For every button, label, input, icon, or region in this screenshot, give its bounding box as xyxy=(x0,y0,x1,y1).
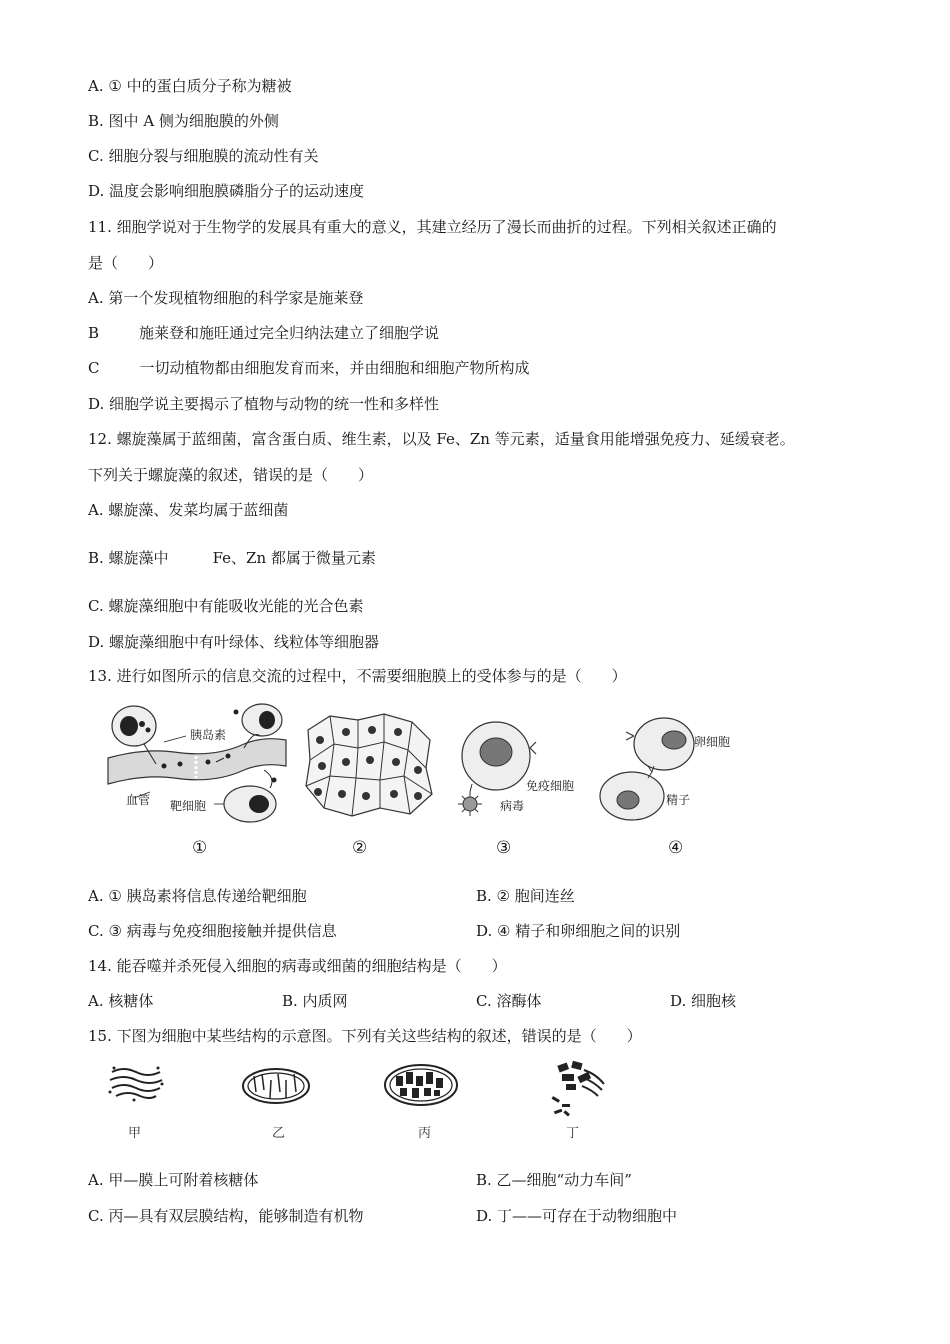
q15-option-c: C. 丙—具有双层膜结构，能够制造有机物 xyxy=(88,1207,364,1225)
q11-option-c-text: 一切动植物都由细胞发育而来，并由细胞和细胞产物所构成 xyxy=(139,359,530,377)
q13-label-target: 靶细胞 xyxy=(170,799,207,813)
q11-option-a: A. 第一个发现植物细胞的科学家是施莱登 xyxy=(88,289,364,307)
q13-figure-3 xyxy=(456,712,596,816)
q11-option-b xyxy=(88,323,439,343)
q13-label-virus: 病毒 xyxy=(500,799,525,813)
q15-option-a: A. 甲—膜上可附着核糖体 xyxy=(88,1171,259,1189)
q15-label-bing: 丙 xyxy=(418,1126,432,1141)
q12-option-b-part1: B. 螺旋藻中 xyxy=(88,549,169,567)
q14-option-c: C. 溶酶体 xyxy=(476,992,542,1010)
q10-option-a: A. ① 中的蛋白质分子称为糖被 xyxy=(88,77,292,95)
q11-option-b-text: 施莱登和施旺通过完全归纳法建立了细胞学说 xyxy=(139,324,440,342)
q15-label-ding: 丁 xyxy=(566,1126,580,1141)
q13-option-c: C. ③ 病毒与免疫细胞接触并提供信息 xyxy=(88,922,337,940)
q13-label-insulin: 胰岛素 xyxy=(190,728,227,742)
q13-option-b: B. ② 胞间连丝 xyxy=(476,887,575,905)
q13-label-egg: 卵细胞 xyxy=(694,735,731,749)
q11-stem-line2: 是（ ） xyxy=(88,254,164,272)
q13-stem: 13. 进行如图所示的信息交流的过程中，不需要细胞膜上的受体参与的是（ ） xyxy=(88,667,627,685)
q13-figure-4 xyxy=(596,708,756,824)
q15-label-yi: 乙 xyxy=(272,1126,286,1141)
q14-option-b: B. 内质网 xyxy=(282,992,348,1010)
q10-option-b: B. 图中 A 侧为细胞膜的外侧 xyxy=(88,112,279,130)
q11-option-d: D. 细胞学说主要揭示了植物与动物的统一性和多样性 xyxy=(88,395,440,413)
q13-fig-num-3: ③ xyxy=(496,838,512,858)
q14-option-d: D. 细胞核 xyxy=(670,992,737,1010)
q11-stem-line1: 11. 细胞学说对于生物学的发展具有重大的意义，其建立经历了漫长而曲折的过程。下列相关叙述正确的 xyxy=(88,218,777,236)
q10-option-c: C. 细胞分裂与细胞膜的流动性有关 xyxy=(88,147,319,165)
q12-option-a: A. 螺旋藻、发菜均属于蓝细菌 xyxy=(88,501,289,519)
q15-figure-jia-er xyxy=(106,1064,166,1104)
q12-option-b xyxy=(88,548,376,568)
q15-figure-bing-chloroplast xyxy=(382,1062,460,1108)
q15-option-b: B. 乙—细胞“动力车间” xyxy=(476,1171,632,1189)
q12-option-c: C. 螺旋藻细胞中有能吸收光能的光合色素 xyxy=(88,597,364,615)
q13-figure-1 xyxy=(104,700,294,826)
q13-option-d: D. ④ 精子和卵细胞之间的识别 xyxy=(476,922,681,940)
q12-stem-line2: 下列关于螺旋藻的叙述，错误的是（ ） xyxy=(88,466,374,484)
q13-label-immune: 免疫细胞 xyxy=(526,779,575,793)
q15-stem: 15. 下图为细胞中某些结构的示意图。下列有关这些结构的叙述，错误的是（ ） xyxy=(88,1027,642,1045)
q13-fig-num-2: ② xyxy=(352,838,368,858)
q13-label-vessel: 血管 xyxy=(126,793,151,807)
q15-option-d: D. 丁——可存在于动物细胞中 xyxy=(476,1207,678,1225)
q13-fig-num-4: ④ xyxy=(668,838,684,858)
q12-option-b-part2: Fe、Zn 都属于微量元素 xyxy=(212,549,376,567)
q11-option-c-letter: C xyxy=(88,359,100,377)
q11-option-b-letter: B xyxy=(88,324,100,342)
q10-option-d: D. 温度会影响细胞膜磷脂分子的运动速度 xyxy=(88,182,365,200)
q14-stem: 14. 能吞噬并杀死侵入细胞的病毒或细菌的细胞结构是（ ） xyxy=(88,957,507,975)
q14-option-a: A. 核糖体 xyxy=(88,992,154,1010)
q13-option-a: A. ① 胰岛素将信息传递给靶细胞 xyxy=(88,887,307,905)
q13-fig-num-1: ① xyxy=(192,838,208,858)
q12-stem-line1: 12. 螺旋藻属于蓝细菌，富含蛋白质、维生素，以及 Fe、Zn 等元素，适量食用能增强免疫力、延缓衰老。 xyxy=(88,430,795,448)
q15-figure-yi-mitochondrion xyxy=(240,1066,312,1106)
q15-figure-ding-golgi xyxy=(548,1060,608,1120)
q13-label-sperm: 精子 xyxy=(666,793,691,807)
q15-label-jia: 甲 xyxy=(128,1126,142,1141)
q12-option-d: D. 螺旋藻细胞中有叶绿体、线粒体等细胞器 xyxy=(88,633,380,651)
q11-option-c xyxy=(88,358,530,378)
q13-figure-2 xyxy=(300,710,438,820)
